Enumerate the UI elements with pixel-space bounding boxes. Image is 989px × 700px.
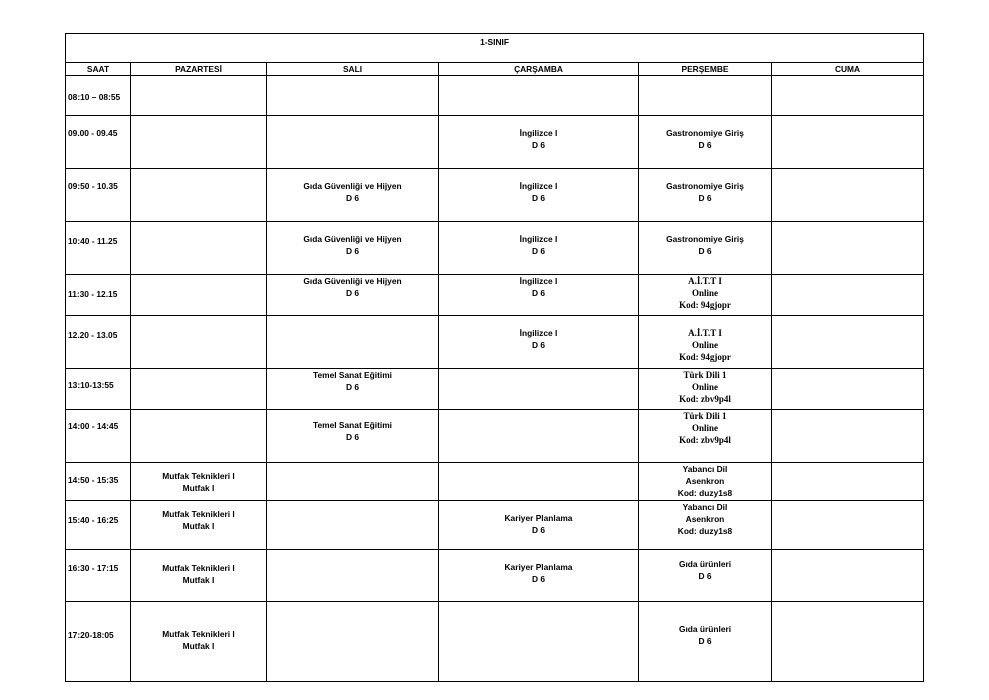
header-sali: SALI [267, 63, 439, 76]
course-text: İngilizce I D 6 [519, 234, 558, 256]
time-slot: 14:00 - 14:45 [66, 410, 131, 463]
course-text: Türk Dili 1 Online Kod: zbv9p4l [679, 370, 731, 404]
header-pazartesi: PAZARTESİ [131, 63, 267, 76]
time-slot: 09:50 - 10.35 [66, 169, 131, 222]
cell-pazartesi [131, 169, 267, 222]
course-text: Gıda Güvenliği ve Hijyen D 6 [303, 181, 402, 203]
cell-carsamba [439, 463, 639, 501]
cell-sali [267, 501, 439, 550]
schedule-row [66, 275, 924, 316]
cell-cuma [772, 316, 924, 369]
course-text: Mutfak Teknikleri I Mutfak I [162, 471, 235, 493]
time-slot: 17:20-18:05 [66, 602, 131, 682]
cell-cuma [772, 275, 924, 316]
cell-carsamba [439, 369, 639, 410]
time-slot: 09.00 - 09.45 [66, 116, 131, 169]
course-text: Gıda Güvenliği ve Hijyen D 6 [303, 234, 402, 256]
time-slot: 16:30 - 17:15 [66, 550, 131, 602]
time-slot: 11:30 - 12.15 [66, 275, 131, 316]
header-persembe: PERŞEMBE [639, 63, 772, 76]
cell-carsamba [439, 116, 639, 169]
cell-persembe [639, 550, 772, 602]
course-text: İngilizce I D 6 [519, 128, 558, 150]
cell-pazartesi [131, 463, 267, 501]
cell-sali [267, 550, 439, 602]
cell-persembe [639, 501, 772, 550]
cell-pazartesi [131, 316, 267, 369]
cell-sali [267, 316, 439, 369]
cell-sali [267, 602, 439, 682]
cell-cuma [772, 410, 924, 463]
cell-carsamba [439, 602, 639, 682]
schedule-row [66, 369, 924, 410]
cell-cuma [772, 76, 924, 116]
cell-persembe [639, 369, 772, 410]
cell-persembe [639, 602, 772, 682]
course-text: Mutfak Teknikleri I Mutfak I [162, 509, 235, 531]
cell-cuma [772, 222, 924, 275]
title-row [66, 34, 924, 63]
course-text: Temel Sanat Eğitimi D 6 [313, 420, 392, 442]
course-text: Gastronomiye Giriş D 6 [666, 234, 744, 256]
cell-carsamba [439, 275, 639, 316]
time-slot: 15:40 - 16:25 [66, 501, 131, 550]
course-text: Gıda ürünleri D 6 [678, 624, 732, 646]
cell-persembe [639, 76, 772, 116]
cell-sali [267, 275, 439, 316]
cell-persembe [639, 116, 772, 169]
cell-sali [267, 169, 439, 222]
cell-sali [267, 369, 439, 410]
course-text: İngilizce I D 6 [519, 328, 558, 350]
cell-pazartesi [131, 116, 267, 169]
time-slot: 08:10 – 08:55 [66, 76, 131, 116]
cell-cuma [772, 169, 924, 222]
schedule-row [66, 501, 924, 550]
time-slot: 13:10-13:55 [66, 369, 131, 410]
cell-carsamba [439, 410, 639, 463]
course-text: Mutfak Teknikleri I Mutfak I [162, 629, 235, 651]
cell-persembe [639, 316, 772, 369]
cell-cuma [772, 116, 924, 169]
cell-sali [267, 222, 439, 275]
header-carsamba: ÇARŞAMBA [439, 63, 639, 76]
cell-cuma [772, 369, 924, 410]
cell-pazartesi [131, 550, 267, 602]
course-text: İngilizce I D 6 [519, 181, 558, 203]
cell-persembe [639, 275, 772, 316]
time-slot: 10:40 - 11.25 [66, 222, 131, 275]
course-text: Yabancı Dil Asenkron Kod: duzy1s8 [677, 464, 733, 498]
header-cuma: CUMA [772, 63, 924, 76]
course-text: İngilizce I D 6 [519, 276, 558, 298]
course-text: Gıda Güvenliği ve Hijyen D 6 [303, 276, 402, 298]
schedule-row [66, 222, 924, 275]
time-slot: 12.20 - 13.05 [66, 316, 131, 369]
cell-pazartesi [131, 369, 267, 410]
course-text: Gastronomiye Giriş D 6 [666, 181, 744, 203]
course-text: Kariyer Planlama D 6 [504, 562, 573, 584]
header-row [66, 63, 924, 76]
cell-persembe [639, 410, 772, 463]
header-saat: SAAT [66, 63, 131, 76]
cell-pazartesi [131, 222, 267, 275]
cell-pazartesi [131, 275, 267, 316]
cell-cuma [772, 602, 924, 682]
cell-pazartesi [131, 410, 267, 463]
course-text: Mutfak Teknikleri I Mutfak I [162, 563, 235, 585]
cell-cuma [772, 501, 924, 550]
cell-cuma [772, 550, 924, 602]
cell-pazartesi [131, 602, 267, 682]
schedule-row [66, 169, 924, 222]
cell-carsamba [439, 316, 639, 369]
schedule-row [66, 76, 924, 116]
cell-carsamba [439, 76, 639, 116]
cell-cuma [772, 463, 924, 501]
time-slot: 14:50 - 15:35 [66, 463, 131, 501]
cell-sali [267, 76, 439, 116]
course-text: A.İ.T.T I Online Kod: 94gjopr [679, 276, 731, 310]
cell-persembe [639, 463, 772, 501]
course-text: Gastronomiye Giriş D 6 [666, 128, 744, 150]
cell-persembe [639, 222, 772, 275]
cell-sali [267, 463, 439, 501]
course-text: Yabancı Dil Asenkron Kod: duzy1s8 [677, 502, 733, 536]
cell-pazartesi [131, 501, 267, 550]
schedule-row [66, 463, 924, 501]
schedule-row [66, 602, 924, 682]
schedule-row [66, 410, 924, 463]
course-text: Kariyer Planlama D 6 [504, 513, 573, 535]
cell-sali [267, 410, 439, 463]
cell-carsamba [439, 169, 639, 222]
schedule-title: 1-SINIF [66, 34, 924, 63]
schedule-row [66, 316, 924, 369]
schedule-table [65, 33, 924, 682]
course-text: Türk Dili 1 Online Kod: zbv9p4l [679, 411, 731, 445]
cell-sali [267, 116, 439, 169]
schedule-row [66, 550, 924, 602]
course-text: Gıda ürünleri D 6 [678, 559, 732, 581]
course-text: Temel Sanat Eğitimi D 6 [313, 370, 392, 392]
cell-pazartesi [131, 76, 267, 116]
cell-carsamba [439, 222, 639, 275]
cell-carsamba [439, 550, 639, 602]
cell-carsamba [439, 501, 639, 550]
course-text: A.İ.T.T I Online Kod: 94gjopr [679, 328, 731, 362]
schedule-row [66, 116, 924, 169]
cell-persembe [639, 169, 772, 222]
